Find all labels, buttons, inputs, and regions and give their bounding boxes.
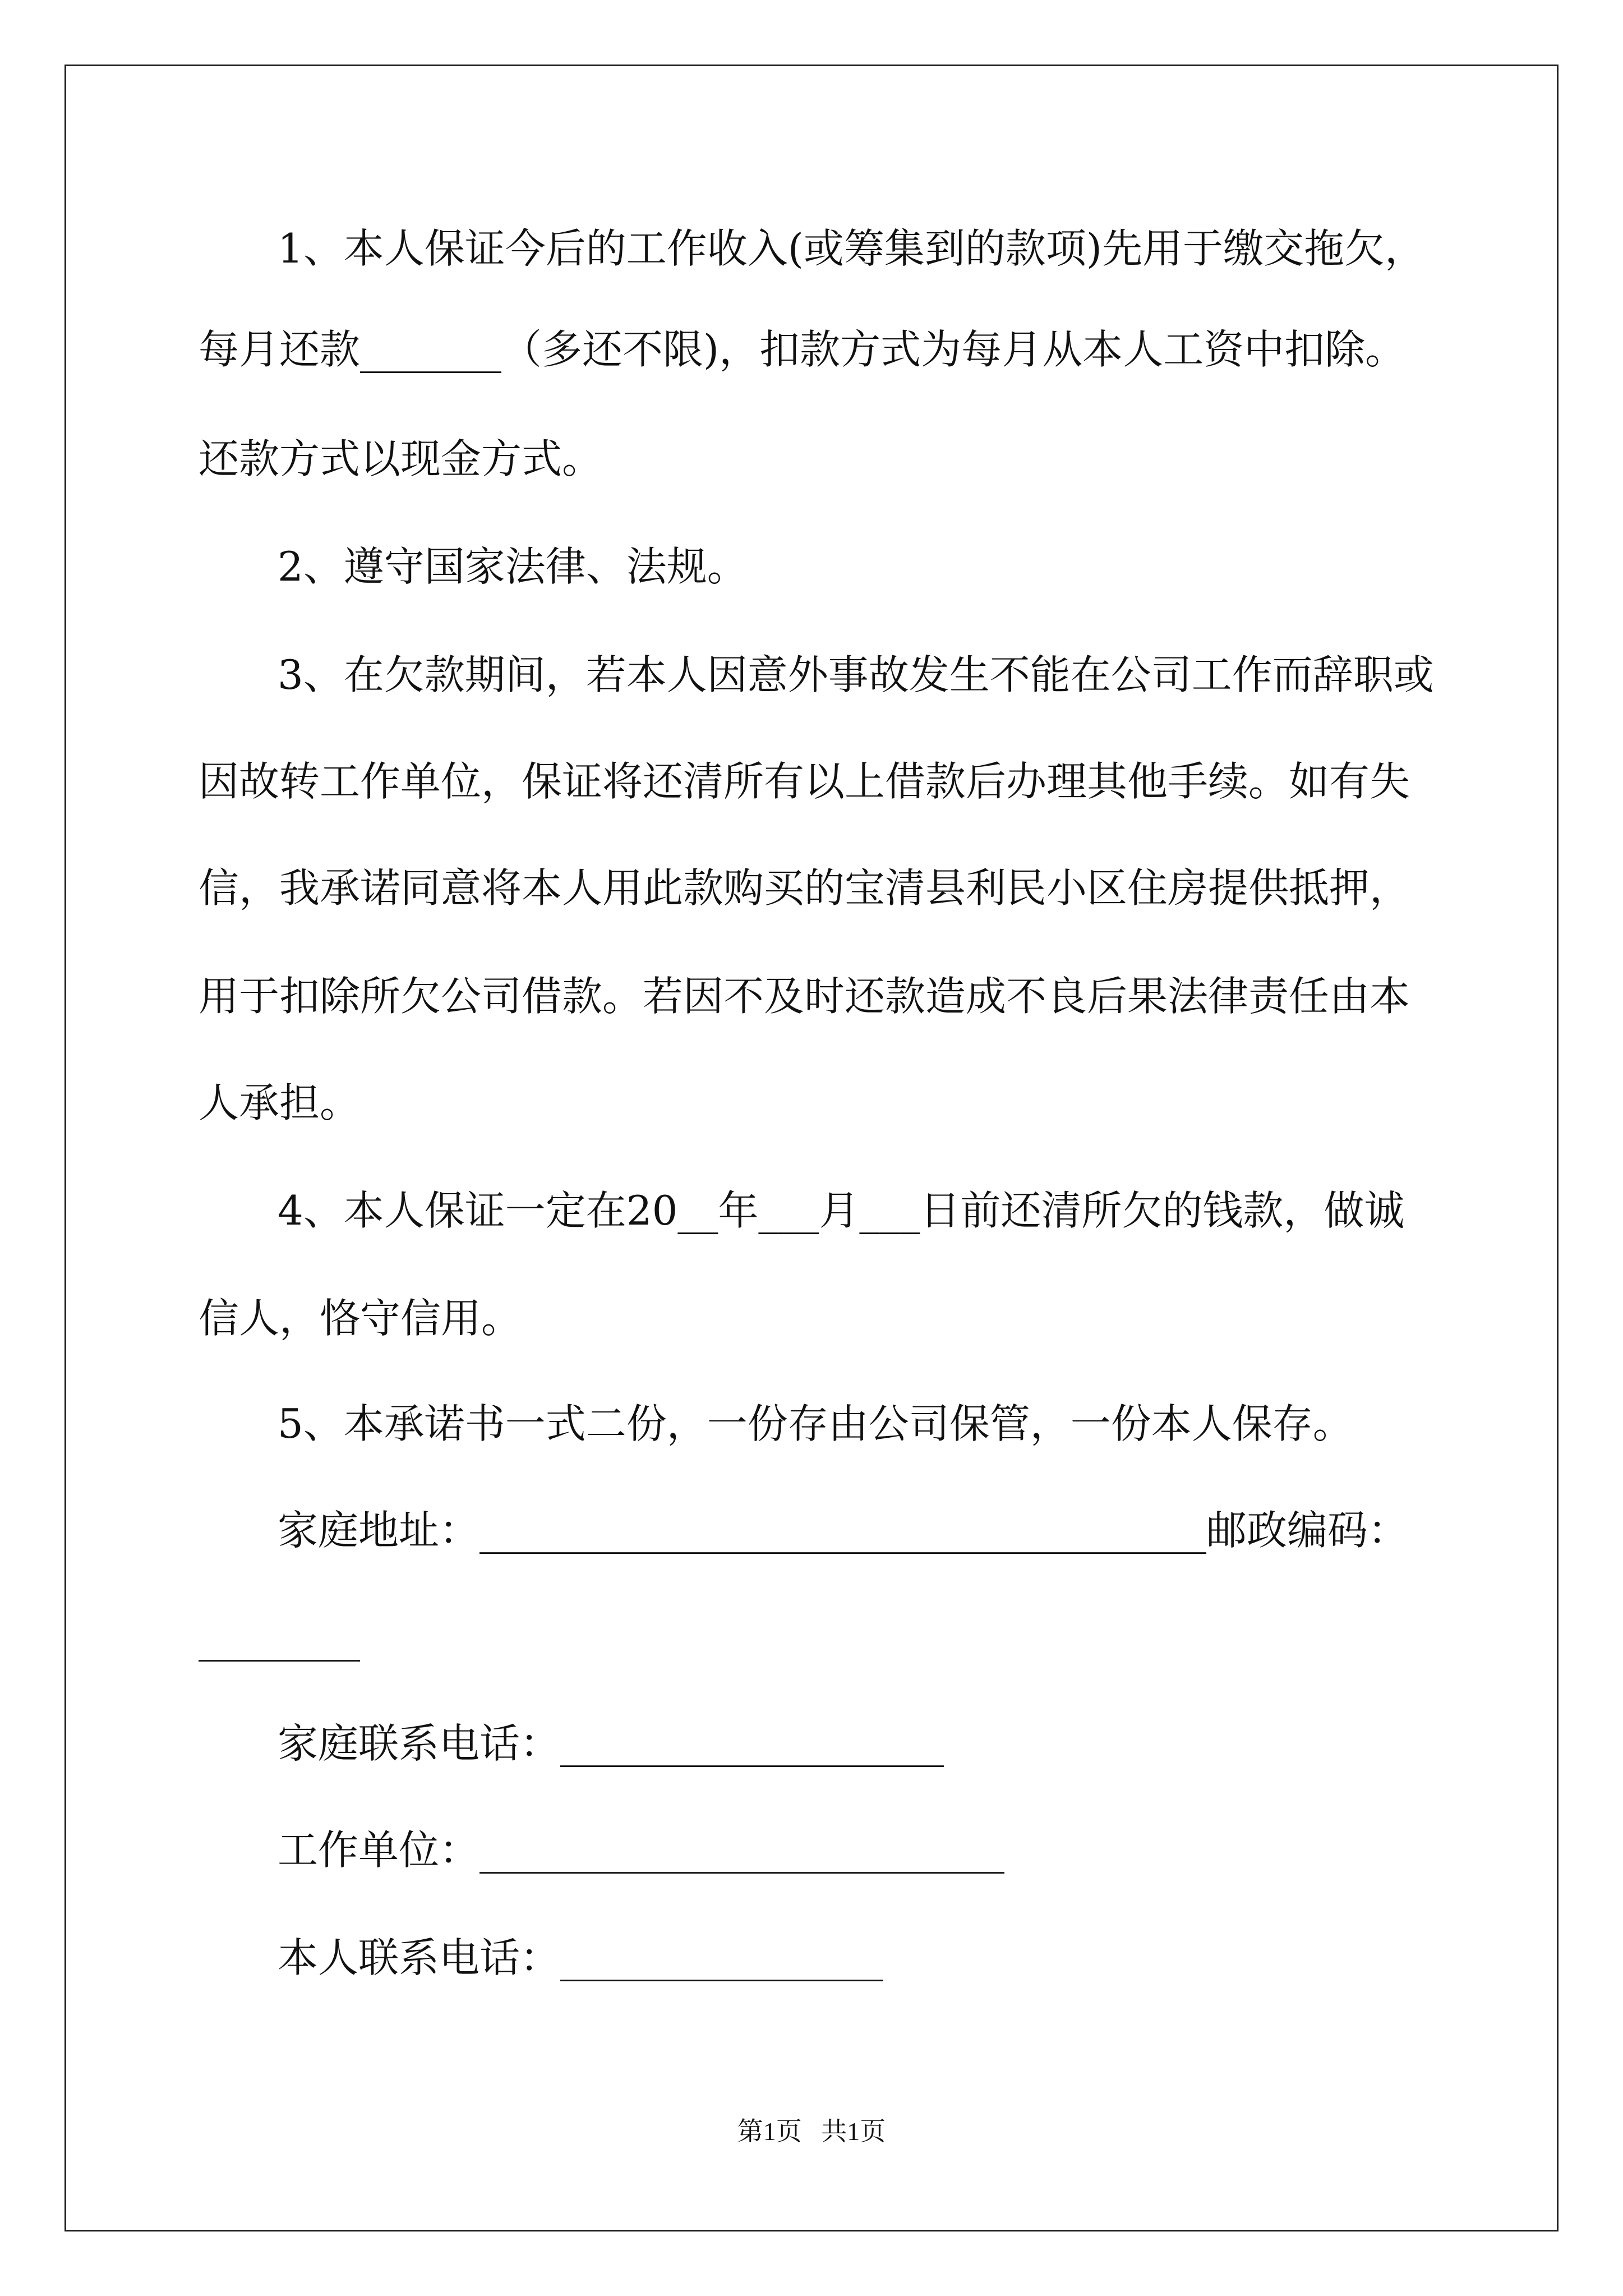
page-number-footer: 第1页 共1页 — [737, 2117, 886, 2146]
postal-code-blank: ________ — [199, 1614, 360, 1662]
work-unit-line: 工作单位：__________________________ — [278, 1826, 1005, 1874]
home-phone-line: 家庭联系电话：___________________ — [278, 1720, 944, 1767]
clause-1-line-2: 每月还款_______（多还不限)，扣款方式为每月从本人工资中扣除。 — [199, 326, 1406, 373]
clause-3-line-1: 3、在欠款期间，若本人因意外事故发生不能在公司工作而辞职或 — [278, 651, 1434, 698]
clause-5-line-1: 5、本承诺书一式二份，一份存由公司保管，一份本人保存。 — [278, 1400, 1353, 1447]
clause-3-line-3: 信，我承诺同意将本人用此款购买的宝清县利民小区住房提供抵押， — [199, 864, 1410, 912]
clause-3-line-2: 因故转工作单位，保证将还清所有以上借款后办理其他手续。如有失 — [199, 758, 1410, 805]
clause-1-line-3: 还款方式以现金方式。 — [199, 435, 603, 482]
clause-4-line-2: 信人，恪守信用。 — [199, 1295, 522, 1342]
clause-4-line-1: 4、本人保证一定在20__年___月___日前还清所欠的钱款，做诚 — [278, 1187, 1405, 1234]
clause-3-line-5: 人承担。 — [199, 1079, 361, 1126]
home-address-line: 家庭地址：____________________________________邮政编码： — [278, 1507, 1409, 1554]
clause-1-line-1: 1、本人保证今后的工作收入(或筹集到的款项)先用于缴交拖欠， — [278, 225, 1425, 272]
clause-2-line-1: 2、遵守国家法律、法规。 — [278, 543, 748, 590]
personal-phone-line: 本人联系电话：________________ — [278, 1934, 884, 1981]
page-border — [64, 65, 1559, 2231]
clause-3-line-4: 用于扣除所欠公司借款。若因不及时还款造成不良后果法律责任由本 — [199, 973, 1410, 1020]
